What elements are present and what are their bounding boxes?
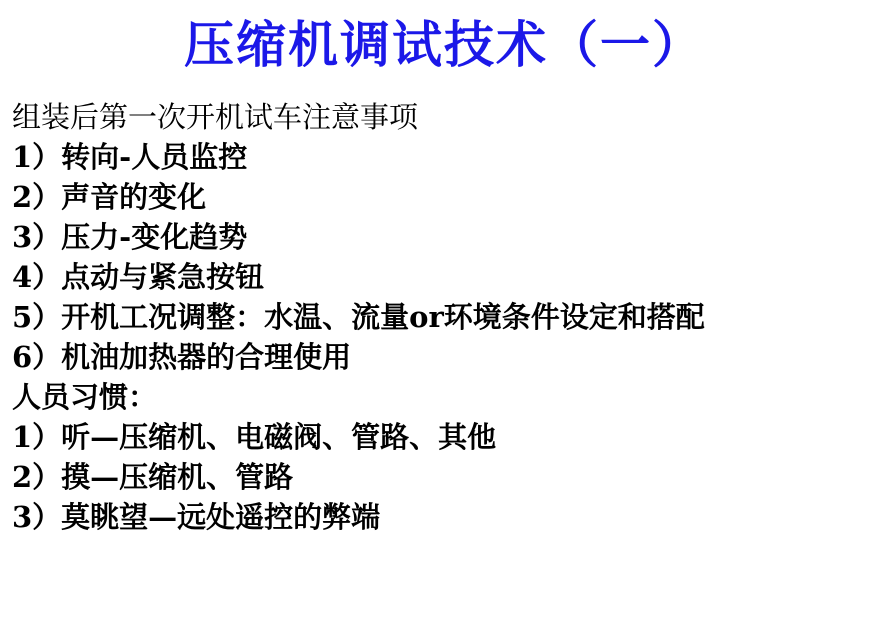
section-heading-2: 人员习惯： bbox=[12, 380, 158, 415]
slide-body bbox=[0, 97, 888, 537]
list-item: 3）莫眺望—远处遥控的弊端 bbox=[12, 500, 381, 535]
list-item: 4）点动与紧急按钮 bbox=[12, 260, 265, 295]
list-item: 6）机油加热器的合理使用 bbox=[12, 340, 352, 375]
slide-canvas bbox=[0, 18, 888, 629]
page-title: 压缩机调试技术（一） bbox=[184, 16, 704, 74]
list-item: 1）听—压缩机、电磁阀、管路、其他 bbox=[12, 420, 497, 455]
section-heading-1: 组装后第一次开机试车注意事项 bbox=[12, 100, 419, 134]
list-item: 3）压力-变化趋势 bbox=[12, 220, 248, 255]
list-item: 2）摸—压缩机、管路 bbox=[12, 460, 294, 495]
list-item: 5）开机工况调整：水温、流量or环境条件设定和搭配 bbox=[12, 300, 705, 335]
list-item: 2）声音的变化 bbox=[12, 180, 207, 215]
list-item: 1）转向-人员监控 bbox=[12, 140, 248, 175]
